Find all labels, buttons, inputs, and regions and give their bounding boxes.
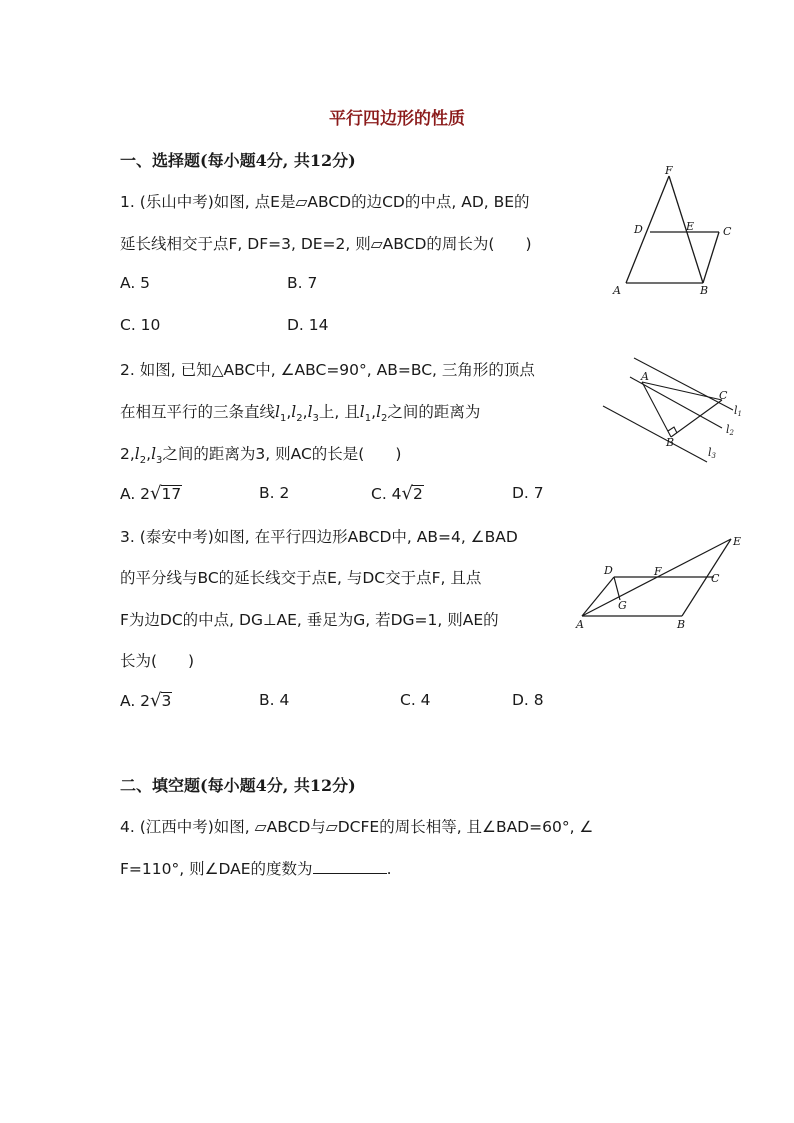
q2-right-angle-mark [668, 427, 677, 433]
q4-answer-blank[interactable] [313, 859, 387, 874]
q1-option-c: C. 10 [120, 316, 161, 334]
q1-line-cb [703, 232, 719, 283]
q3-line-1: 3. (泰安中考)如图, 在平行四边形ABCD中, AB=4, ∠BAD [120, 528, 518, 546]
q2-option-b: B. 2 [259, 484, 290, 502]
q1-line-2: 延长线相交于点F, DF=3, DE=2, 则▱ABCD的周长为( ) [120, 235, 532, 253]
q1-figure [600, 160, 750, 300]
q3-option-b: B. 4 [259, 691, 290, 709]
section-heading-choice: 一、选择题(每小题4分, 共12分) [120, 151, 356, 170]
q3-label-e: E [733, 535, 742, 548]
q2-label-l2: l2 [726, 423, 734, 437]
q2-label-l3: l3 [708, 446, 716, 460]
q3-line-4: 长为( ) [120, 652, 195, 670]
q4-line-1: 4. (江西中考)如图, ▱ABCD与▱DCFE的周长相等, 且∠BAD=60°, ∠ [120, 818, 594, 836]
q2-line-bc [671, 400, 722, 437]
q3-line-2: 的平分线与BC的延长线交于点E, 与DC交于点F, 且点 [120, 569, 482, 587]
q3-option-c: C. 4 [400, 691, 431, 709]
q1-label-e: E [686, 220, 695, 233]
q1-label-b: B [700, 284, 709, 297]
q1-label-f: F [665, 164, 673, 177]
q3-option-a: A. 2√3 [120, 690, 172, 711]
q2-line-l3 [603, 406, 707, 462]
q2-label-l1: l1 [734, 404, 742, 418]
page-title: 平行四边形的性质 [329, 109, 465, 129]
q1-option-d: D. 14 [287, 316, 329, 334]
q3-option-d: D. 8 [512, 691, 544, 709]
q2-line-ac [642, 382, 722, 400]
q2-option-c: C. 4√2 [371, 483, 423, 504]
q1-option-a: A. 5 [120, 274, 151, 292]
q1-label-d: D [634, 223, 643, 236]
q2-line-3: $2,l_2,l_3$之间的距离为3, 则AC的长是( ) [120, 445, 402, 467]
q2-figure [600, 350, 760, 470]
q3-label-b: B [677, 618, 686, 631]
q3-label-f: F [654, 565, 662, 578]
q3-label-d: D [604, 564, 613, 577]
q2-line-1: 2. 如图, 已知△ABC中, ∠ABC=90°, AB=BC, 三角形的顶点 [120, 361, 535, 379]
q2-line-2: 在相互平行的三条直线$l_1,l_2,l_3$上, 且$l_1,l_2$之间的距离为 [120, 403, 481, 425]
section-heading-fill: 二、填空题(每小题4分, 共12分) [120, 776, 356, 795]
q2-label-a: A [641, 370, 649, 383]
q3-label-a: A [576, 618, 584, 631]
q3-line-3: F为边DC的中点, DG⊥AE, 垂足为G, 若DG=1, 则AE的 [120, 611, 499, 629]
q2-line-2-pre: 在相互平行的三条直线 [120, 403, 276, 421]
q2-label-b: B [666, 436, 675, 449]
q1-label-a: A [613, 284, 621, 297]
q1-line-1: 1. (乐山中考)如图, 点E是▱ABCD的边CD的中点, AD, BE的 [120, 193, 530, 211]
q1-label-c: C [723, 225, 732, 238]
q3-line-dg [614, 577, 620, 600]
q2-label-c: C [719, 389, 728, 402]
q2-option-a: A. 2√17 [120, 483, 182, 504]
q1-option-b: B. 7 [287, 274, 318, 292]
q3-label-g: G [618, 599, 627, 612]
q3-label-c: C [711, 572, 720, 585]
q4-line-2: F=110°, 则∠DAE的度数为 . [120, 860, 392, 878]
q3-figure [570, 530, 750, 640]
q1-line-fa [626, 176, 669, 283]
q2-option-d: D. 7 [512, 484, 544, 502]
q3-line-ad [582, 577, 614, 616]
